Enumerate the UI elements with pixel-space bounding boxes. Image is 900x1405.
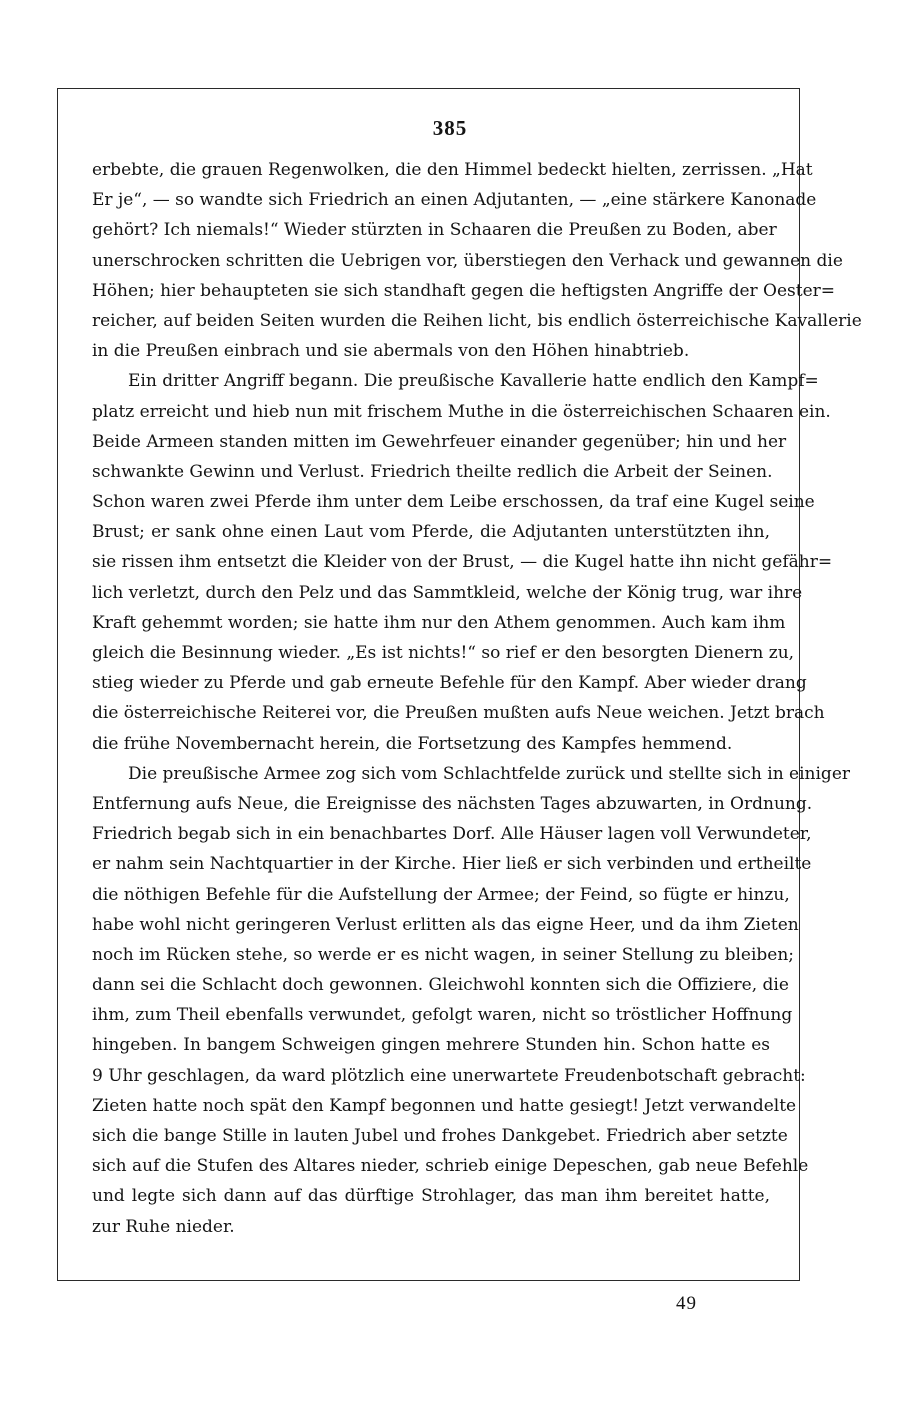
text-line: und legte sich dann auf das dürftige Strohlager, das man ihm bereitet hatte,	[92, 1186, 770, 1207]
text-line: er nahm sein Nachtquartier in der Kirche. Hier ließ er sich verbinden und ertheilte	[92, 854, 812, 875]
text-line: 9 Uhr geschlagen, da ward plötzlich eine unerwartete Freudenbotschaft gebracht:	[92, 1065, 806, 1086]
text-line: die österreichische Reiterei vor, die Preußen mußten aufs Neue weichen. Jetzt brach	[92, 703, 825, 724]
text-line: Höhen; hier behaupteten sie sich standhaft gegen die heftigsten Angriffe der Oester=	[92, 280, 836, 301]
text-line: dann sei die Schlacht doch gewonnen. Gleichwohl konnten sich die Offiziere, die	[92, 975, 789, 996]
text-line: reicher, auf beiden Seiten wurden die Reihen licht, bis endlich österreichische Kavallerie	[92, 310, 862, 331]
text-line: zur Ruhe nieder.	[92, 1216, 235, 1237]
paragraph-first-line: Ein dritter Angriff begann. Die preußische Kavallerie hatte endlich den Kampf=	[128, 371, 819, 392]
text-line: sie rissen ihm entsetzt die Kleider von der Brust, — die Kugel hatte ihn nicht gefähr=	[92, 552, 833, 573]
text-line: gleich die Besinnung wieder. „Es ist nichts!“ so rief er den besorgten Dienern zu,	[92, 643, 795, 663]
text-line: Schon waren zwei Pferde ihm unter dem Leibe erschossen, da traf eine Kugel seine	[92, 492, 815, 513]
text-line: unerschrocken schritten die Uebrigen vor, überstiegen den Verhack und gewannen die	[92, 250, 843, 271]
text-line: die frühe Novembernacht herein, die Fortsetzung des Kampfes hemmend.	[92, 733, 733, 754]
text-line: stieg wieder zu Pferde und gab erneute Befehle für den Kampf. Aber wieder drang	[92, 673, 807, 694]
text-line: Brust; er sank ohne einen Laut vom Pferde, die Adjutanten unterstützten ihn,	[92, 522, 770, 543]
text-line: Kraft gehemmt worden; sie hatte ihm nur den Athem genommen. Auch kam ihm	[92, 612, 786, 633]
page-number: 385	[432, 116, 468, 140]
text-line: gehört? Ich niemals!“ Wieder stürzten in Schaaren die Preußen zu Boden, aber	[92, 220, 777, 241]
text-line: Friedrich begab sich in ein benachbartes Dorf. Alle Häuser lagen voll Verwundeter,	[92, 824, 812, 845]
text-line: lich verletzt, durch den Pelz und das Sammtkleid, welche der König trug, war ihre	[92, 582, 803, 603]
text-line: Er je“, — so wandte sich Friedrich an einen Adjutanten, — „eine stärkere Kanonade	[92, 190, 817, 211]
text-line: sich die bange Stille in lauten Jubel und frohes Dankgebet. Friedrich aber setzte	[92, 1126, 788, 1146]
text-line: Beide Armeen standen mitten im Gewehrfeuer einander gegenüber; hin und her	[92, 431, 787, 452]
text-line: die nöthigen Befehle für die Aufstellung der Armee; der Feind, so fügte er hinzu,	[92, 884, 790, 905]
text-line: in die Preußen einbrach und sie abermals von den Höhen hinabtrieb.	[92, 341, 690, 362]
text-line: Zieten hatte noch spät den Kampf begonnen und hatte gesiegt! Jetzt verwandelte	[92, 1095, 797, 1116]
body-text	[92, 155, 862, 1242]
text-line: Entfernung aufs Neue, die Ereignisse des nächsten Tages abzuwarten, in Ordnung.	[92, 793, 813, 814]
text-line: noch im Rücken stehe, so werde er es nicht wagen, in seiner Stellung zu bleiben;	[92, 944, 795, 965]
text-line: hingeben. In bangem Schweigen gingen mehrere Stunden hin. Schon hatte es	[92, 1035, 770, 1056]
text-line: platz erreicht und hieb nun mit frischem Muthe in die österreichischen Schaaren ein.	[92, 401, 831, 422]
text-line: erbebte, die grauen Regenwolken, die den Himmel bedeckt hielten, zerrissen. „Hat	[92, 160, 813, 180]
signature-mark: 49	[676, 1293, 697, 1314]
paragraph-first-line: Die preußische Armee zog sich vom Schlachtfelde zurück und stellte sich in einiger	[128, 763, 851, 784]
text-line: habe wohl nicht geringeren Verlust erlitten als das eigne Heer, und da ihm Zieten	[92, 914, 799, 935]
text-line: schwankte Gewinn und Verlust. Friedrich theilte redlich die Arbeit der Seinen.	[92, 461, 773, 482]
text-line: sich auf die Stufen des Altares nieder, schrieb einige Depeschen, gab neue Befehle	[92, 1156, 809, 1177]
text-line: ihm, zum Theil ebenfalls verwundet, gefolgt waren, nicht so tröstlicher Hoffnung	[92, 1005, 793, 1026]
